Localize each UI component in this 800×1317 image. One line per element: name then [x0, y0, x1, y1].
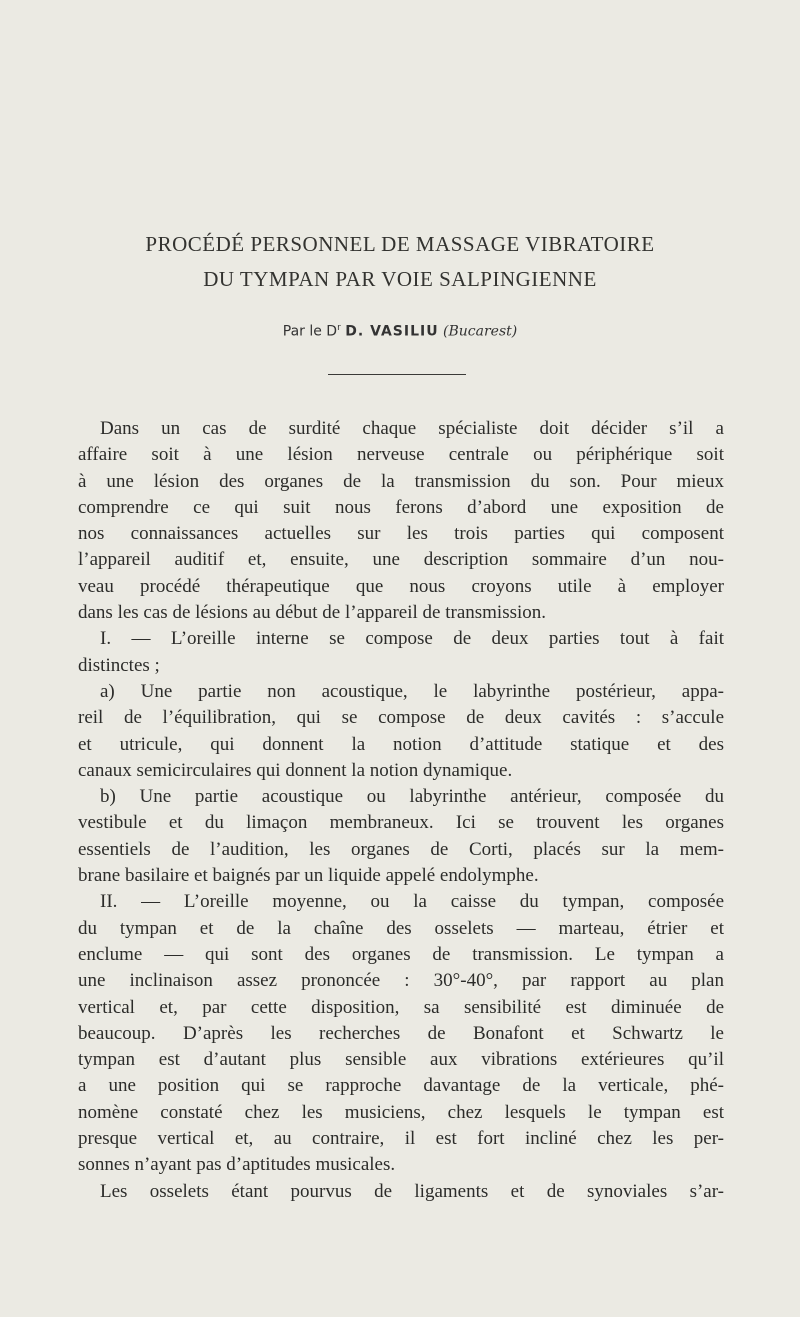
text-line: a) Une partie non acoustique, le labyrinthe postérieur, appa- — [100, 680, 724, 702]
article-body — [78, 416, 724, 1205]
article-title-line-2: DU TYMPAN PAR VOIE SALPINGIENNE — [203, 267, 597, 291]
text-line: dans les cas de lésions au début de l’appareil de transmission. — [78, 602, 547, 624]
author-name: D. VASILIU — [345, 323, 439, 340]
text-line: du tympan et de la chaîne des osselets — marteau, étrier et — [78, 917, 724, 939]
text-line: presque vertical et, au contraire, il est fort incliné chez les per- — [78, 1128, 724, 1150]
title-divider — [328, 374, 466, 375]
text-line: nos connaissances actuelles sur les trois parties qui composent — [78, 523, 724, 545]
text-line: comprendre ce qui suit nous ferons d’abord une exposition de — [78, 496, 724, 518]
text-line: enclume — qui sont des organes de transmission. Le tympan a — [78, 943, 724, 965]
text-line: Dans un cas de surdité chaque spécialiste doit décider s’il a — [100, 418, 724, 439]
text-line: tympan est d’autant plus sensible aux vibrations extérieures qu’il — [78, 1049, 724, 1071]
text-line: reil de l’équilibration, qui se compose de deux cavités : s’accule — [78, 707, 724, 729]
author-title-sup: r — [337, 323, 341, 333]
text-line: une inclinaison assez prononcée : 30°-40°, par rapport au plan — [78, 970, 724, 992]
text-line: sonnes n’ayant pas d’aptitudes musicales. — [78, 1154, 396, 1176]
text-line: II. — L’oreille moyenne, ou la caisse du tympan, composée — [100, 891, 724, 913]
author-prefix: Par le D — [282, 323, 338, 340]
text-line: et utricule, qui donnent la notion d’attitude statique et des — [78, 733, 724, 755]
text-line: veau procédé thérapeutique que nous croyons utile à employer — [78, 575, 724, 597]
text-line: vestibule et du limaçon membraneux. Ici se trouvent les organes — [78, 812, 724, 834]
text-line: b) Une partie acoustique ou labyrinthe antérieur, composée du — [100, 786, 724, 808]
text-line: a une position qui se rapproche davantage de la verticale, phé- — [78, 1075, 724, 1097]
author-city: (Bucarest) — [443, 323, 518, 340]
text-line: distinctes ; — [78, 654, 160, 676]
text-line: l’appareil auditif et, ensuite, une description sommaire d’un nou- — [78, 549, 724, 571]
text-line: canaux semicirculaires qui donnent la notion dynamique. — [78, 759, 513, 781]
text-line: vertical et, par cette disposition, sa sensibilité est diminuée de — [78, 996, 724, 1018]
text-line: beaucoup. D’après les recherches de Bonafont et Schwartz le — [78, 1022, 724, 1044]
author-line — [0, 323, 800, 340]
text-line: brane basilaire et baignés par un liquide appelé endolymphe. — [78, 865, 539, 887]
text-line: affaire soit à une lésion nerveuse centrale ou périphérique soit — [78, 444, 724, 466]
article-title-line-1: PROCÉDÉ PERSONNEL DE MASSAGE VIBRATOIRE — [145, 232, 655, 256]
text-line: essentiels de l’audition, les organes de Corti, placés sur la mem- — [78, 838, 724, 860]
text-line: I. — L’oreille interne se compose de deux parties tout à fait — [100, 628, 724, 650]
text-line: nomène constaté chez les musiciens, chez lesquels le tympan est — [78, 1101, 724, 1123]
text-line: Les osselets étant pourvus de ligaments et de synoviales s’ar- — [100, 1180, 724, 1202]
text-line: à une lésion des organes de la transmission du son. Pour mieux — [78, 470, 724, 492]
